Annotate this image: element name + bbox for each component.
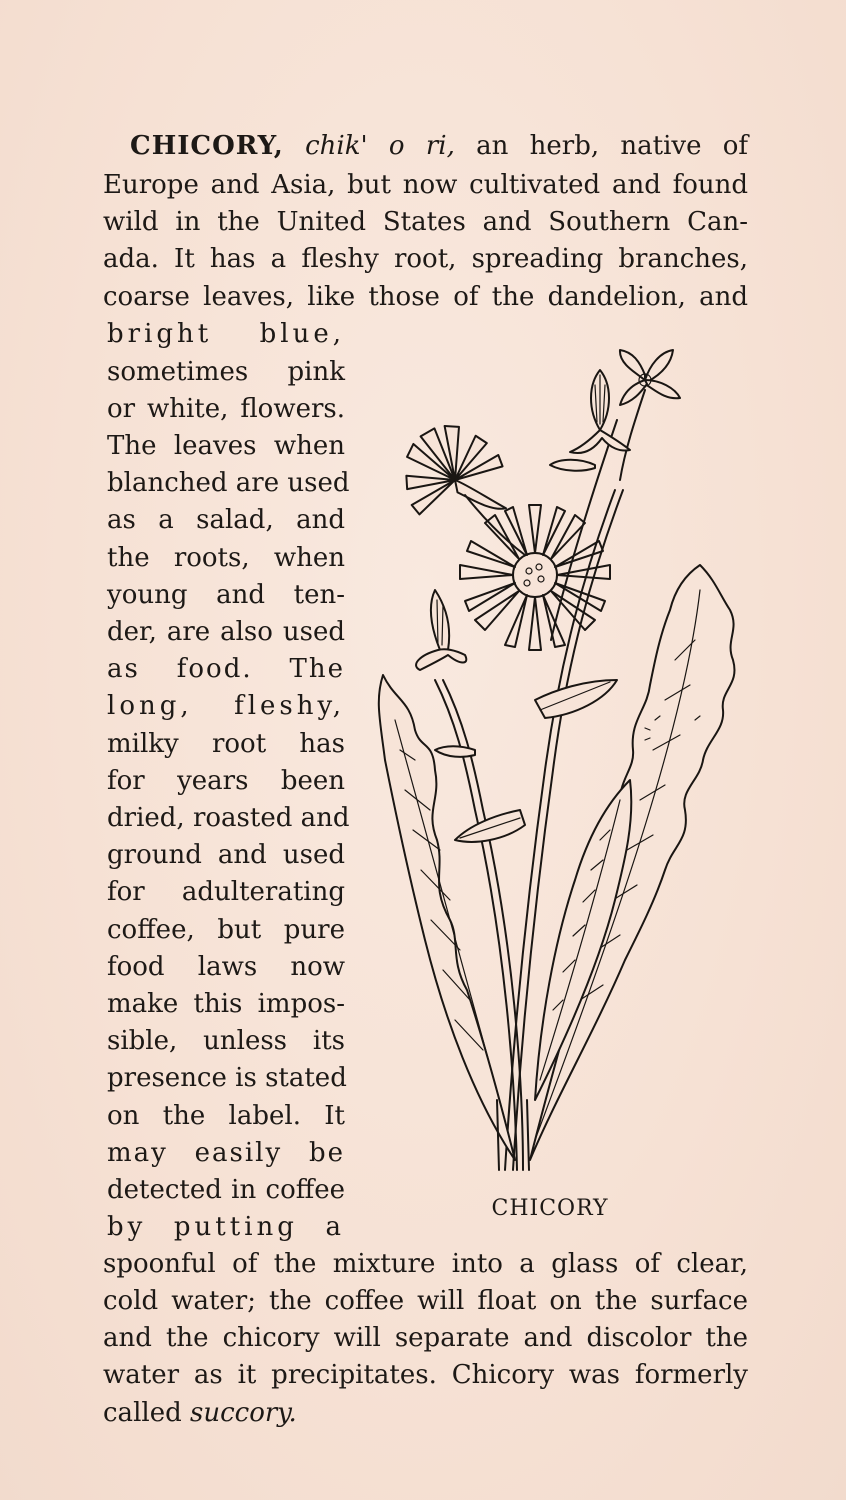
- text-line: dried, roasted and: [107, 803, 350, 833]
- text-line: The leaves when: [107, 431, 345, 461]
- upper-leaf: [550, 460, 595, 471]
- lower-bud: [416, 590, 466, 670]
- last-line-italic: succory.: [190, 1398, 297, 1428]
- text-line: milky root has: [107, 729, 345, 759]
- text-line: ground and used: [107, 840, 345, 870]
- text-line: young and ten-: [107, 580, 345, 610]
- text-line: the roots, when: [107, 543, 345, 573]
- left-leaf-vein: [395, 720, 505, 1120]
- chicory-illustration: [355, 340, 765, 1180]
- top-bud: [570, 370, 630, 453]
- text-line: on the label. It: [107, 1101, 345, 1131]
- large-flower: [460, 505, 610, 650]
- text-line: bright blue,: [107, 319, 345, 349]
- entry-term: CHICORY,: [130, 131, 284, 161]
- text-line: sometimes pink: [107, 357, 345, 387]
- text-line: ada. It has a fleshy root, spreading branches,: [103, 244, 748, 274]
- text-line: Europe and Asia, but now cultivated and found: [103, 170, 748, 200]
- text-line: and the chicory will separate and discolor the: [103, 1323, 748, 1353]
- article-first-line: [130, 128, 748, 165]
- text-line: food laws now: [107, 952, 345, 982]
- text-line: may easily be: [107, 1138, 345, 1168]
- text-line: cold water; the coffee will float on the surface: [103, 1286, 748, 1316]
- text-line: wild in the United States and Southern Can-: [103, 207, 748, 237]
- text-line: water as it precipitates. Chicory was formerly: [103, 1360, 748, 1390]
- tiny-leaf: [435, 746, 475, 757]
- top-bud-cluster: [620, 350, 680, 405]
- text-line: der, are also used: [107, 617, 345, 647]
- chicory-plant-drawing: [355, 340, 765, 1180]
- text-line: make this impos-: [107, 989, 345, 1019]
- text-line: or white, flowers.: [107, 394, 345, 424]
- pronunciation: chik' o ri,: [305, 131, 455, 161]
- first-line-rest: an herb, native of: [476, 131, 749, 161]
- text-line: for years been: [107, 766, 345, 796]
- text-line: coarse leaves, like those of the dandelion, and: [103, 282, 748, 312]
- small-leaf-left: [455, 810, 525, 842]
- text-line: for adulterating: [107, 877, 345, 907]
- text-line: spoonful of the mixture into a glass of clear,: [103, 1249, 748, 1279]
- text-line: presence is stated: [107, 1063, 347, 1093]
- text-line: as food. The: [107, 654, 345, 684]
- text-line: blanched are used: [107, 468, 350, 498]
- text-line: as a salad, and: [107, 505, 345, 535]
- last-line-prefix: called: [103, 1398, 182, 1428]
- text-line: coffee, but pure: [107, 915, 345, 945]
- text-line: long, fleshy,: [107, 691, 345, 721]
- text-line: by putting a: [107, 1212, 345, 1242]
- figure-caption: CHICORY: [491, 1196, 609, 1221]
- text-line: sible, unless its: [107, 1026, 345, 1056]
- small-leaf-right: [535, 680, 617, 718]
- text-line: detected in coffee: [107, 1175, 345, 1205]
- text-line-last: [103, 1395, 748, 1432]
